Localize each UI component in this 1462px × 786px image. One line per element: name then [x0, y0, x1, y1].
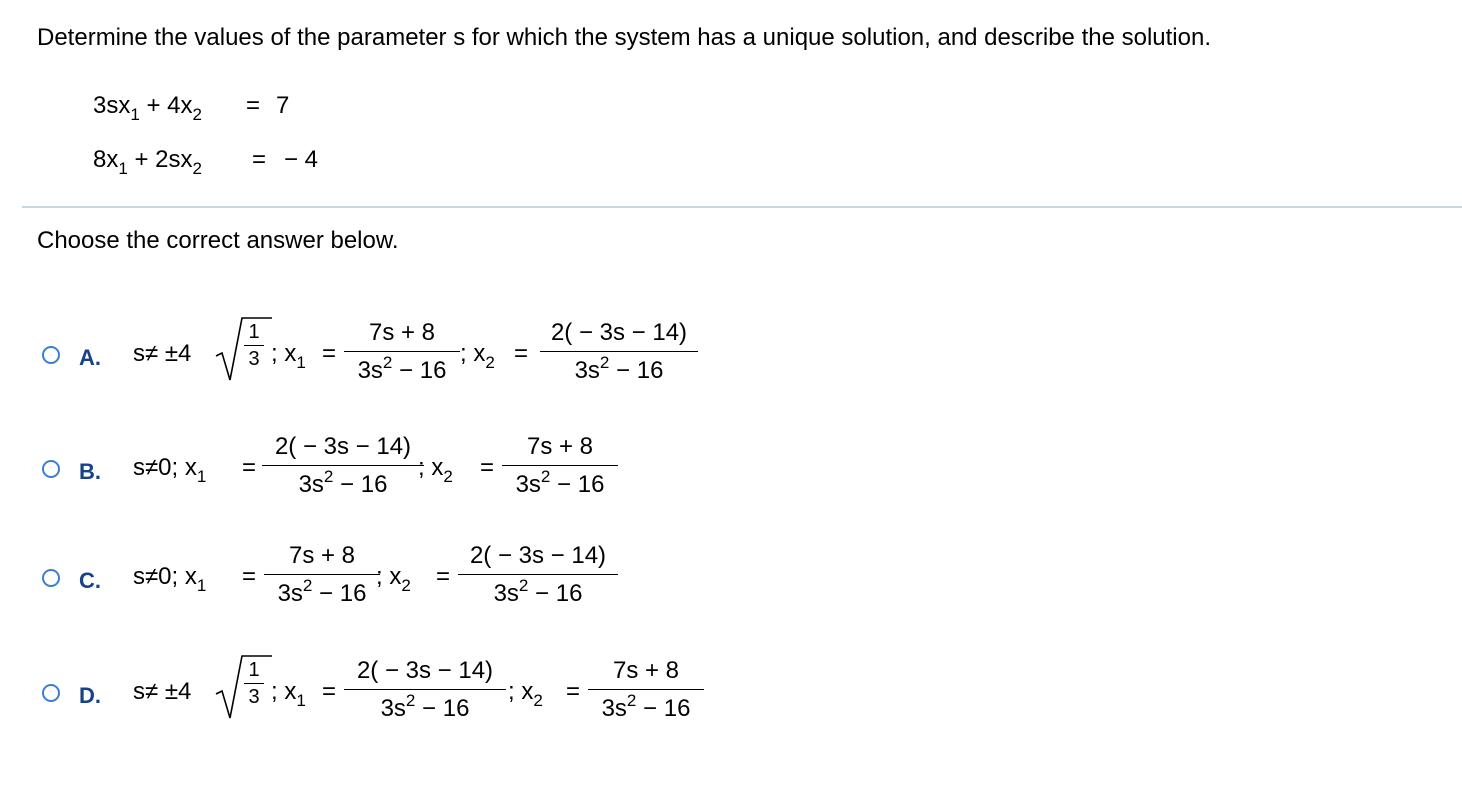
equation-2: $8x_1 + 2sx_2$ [93, 146, 202, 178]
option-letter-a: A. [79, 345, 101, 370]
equals-c2: = [436, 563, 451, 590]
x2-fraction-a: 2( − 3s − 14) $3s^2 - 16$ [540, 321, 698, 383]
x2-fraction-d: 7s + 8 $3s^2 - 16$ [588, 659, 704, 721]
x2-label-a: ; $x_2$ [460, 340, 495, 372]
divider [22, 206, 1462, 208]
condition-d: s≠ ±4 [133, 678, 192, 705]
condition-c: s≠0; $x_1$ [133, 563, 207, 595]
x2-fraction-c: 2( − 3s − 14) $3s^2 - 16$ [458, 544, 618, 606]
sqrt-fraction-a: 1 3 [244, 322, 264, 369]
sqrt-fraction-d: 1 3 [244, 660, 264, 707]
radio-button-b[interactable] [42, 460, 60, 478]
condition-b: s≠0; $x_1$ [133, 454, 207, 486]
radio-button-a[interactable] [42, 346, 60, 364]
prompt-text: Choose the correct answer below. [37, 227, 399, 254]
x1-label-d: ; $x_1$ [271, 678, 306, 710]
equation-1-equals: = [246, 92, 261, 119]
x1-fraction-a: 7s + 8 $3s^2 - 16$ [344, 321, 460, 383]
equals-d2: = [566, 678, 581, 705]
equation-2-rhs: − 4 [284, 146, 319, 173]
option-letter-c: C. [79, 568, 101, 593]
x1-label-a: ; $x_1$ [271, 340, 306, 372]
x2-fraction-b: 7s + 8 $3s^2 - 16$ [502, 435, 618, 497]
equals-d1: = [322, 678, 337, 705]
equation-1: $3sx_1 + 4x_2$ [93, 92, 202, 124]
x2-label-d: ; $x_2$ [508, 678, 543, 710]
option-letter-d: D. [79, 683, 101, 708]
radio-button-c[interactable] [42, 569, 60, 587]
equation-2-equals: = [252, 146, 267, 173]
question-text: Determine the values of the parameter s for which the system has a unique solution, and describe the solution. [37, 24, 1211, 51]
equals-b2: = [480, 454, 495, 481]
condition-a: s≠ ±4 [133, 340, 192, 367]
radio-button-d[interactable] [42, 684, 60, 702]
x2-label-b: ; $x_2$ [418, 454, 453, 486]
equals-a2: = [514, 340, 529, 367]
equation-1-rhs: 7 [276, 92, 290, 119]
equals-c1: = [242, 563, 257, 590]
equals-a1: = [322, 340, 337, 367]
x1-fraction-c: 7s + 8 $3s^2 - 16$ [264, 544, 380, 606]
equals-b1: = [242, 454, 257, 481]
option-letter-b: B. [79, 459, 101, 484]
x1-fraction-d: 2( − 3s − 14) $3s^2 - 16$ [344, 659, 506, 721]
x2-label-c: ; $x_2$ [376, 563, 411, 595]
x1-fraction-b: 2( − 3s − 14) $3s^2 - 16$ [262, 435, 424, 497]
